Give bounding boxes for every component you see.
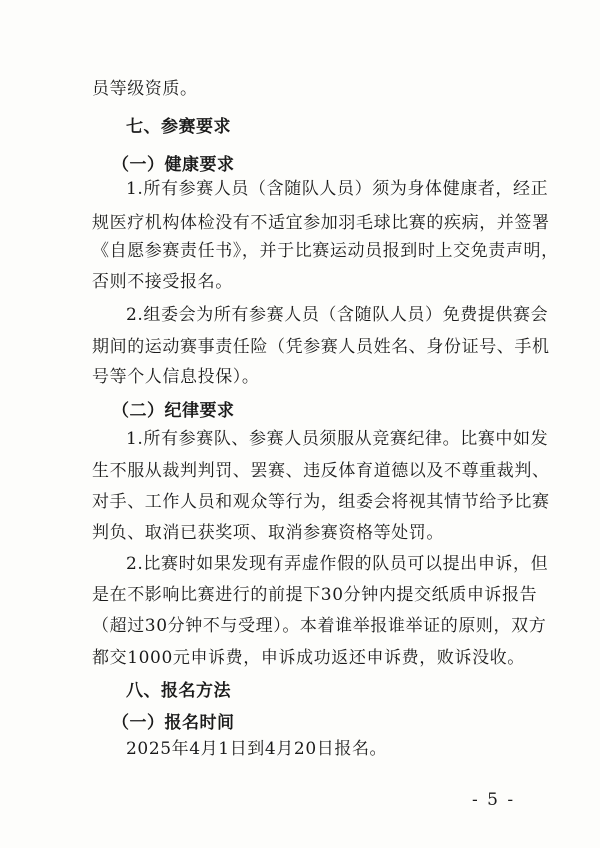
body-text-line: 2.组委会为所有参赛人员（含随队人员）免费提供赛会	[126, 305, 549, 325]
body-text-line: 规医疗机构体检没有不适宜参加羽毛球比赛的疾病，并签署	[92, 213, 550, 233]
subsection-heading: （二）纪律要求	[112, 401, 235, 421]
body-text-line: 对手、工作人员和观众等行为，组委会将视其情节给予比赛	[92, 492, 550, 512]
body-text-line: 《自愿参赛责任书》，并于比赛运动员报到时上交免责声明，	[92, 241, 559, 261]
body-text-line: 生不服从裁判判罚、罢赛、违反体育道德以及不尊重裁判、	[92, 461, 550, 481]
body-text-line: 1.所有参赛队、参赛人员须服从竞赛纪律。比赛中如发	[126, 429, 549, 449]
subsection-heading: （一）健康要求	[112, 155, 235, 175]
body-text-line: 2.比赛时如果发现有弄虚作假的队员可以提出申诉，但	[126, 554, 549, 574]
section-heading: 八、报名方法	[126, 681, 231, 701]
body-text-line: 2025年4月1日到4月20日报名。	[126, 739, 388, 759]
section-heading: 七、参赛要求	[126, 117, 231, 137]
body-text-line: 判负、取消已获奖项、取消参赛资格等处罚。	[92, 523, 444, 543]
body-text-line: 号等个人信息投保）。	[92, 367, 260, 387]
page-number: - 5 -	[472, 790, 516, 810]
body-text-line: 期间的运动赛事责任险（凭参赛人员姓名、身份证号、手机	[92, 337, 550, 357]
body-text-line: 1.所有参赛人员（含随队人员）须为身体健康者，经正	[126, 179, 549, 199]
body-text-line: 员等级资质。	[92, 79, 198, 99]
body-text-line: 都交1000元申诉费，申诉成功返还申诉费，败诉没收。	[92, 648, 525, 668]
subsection-heading: （一）报名时间	[112, 713, 235, 733]
body-text-line: 否则不接受报名。	[92, 272, 233, 292]
body-text-line: 是在不影响比赛进行的前提下30分钟内提交纸质申诉报告	[92, 585, 538, 605]
body-text-line: （超过30分钟不与受理）。本着谁举报谁举证的原则，双方	[92, 616, 547, 636]
